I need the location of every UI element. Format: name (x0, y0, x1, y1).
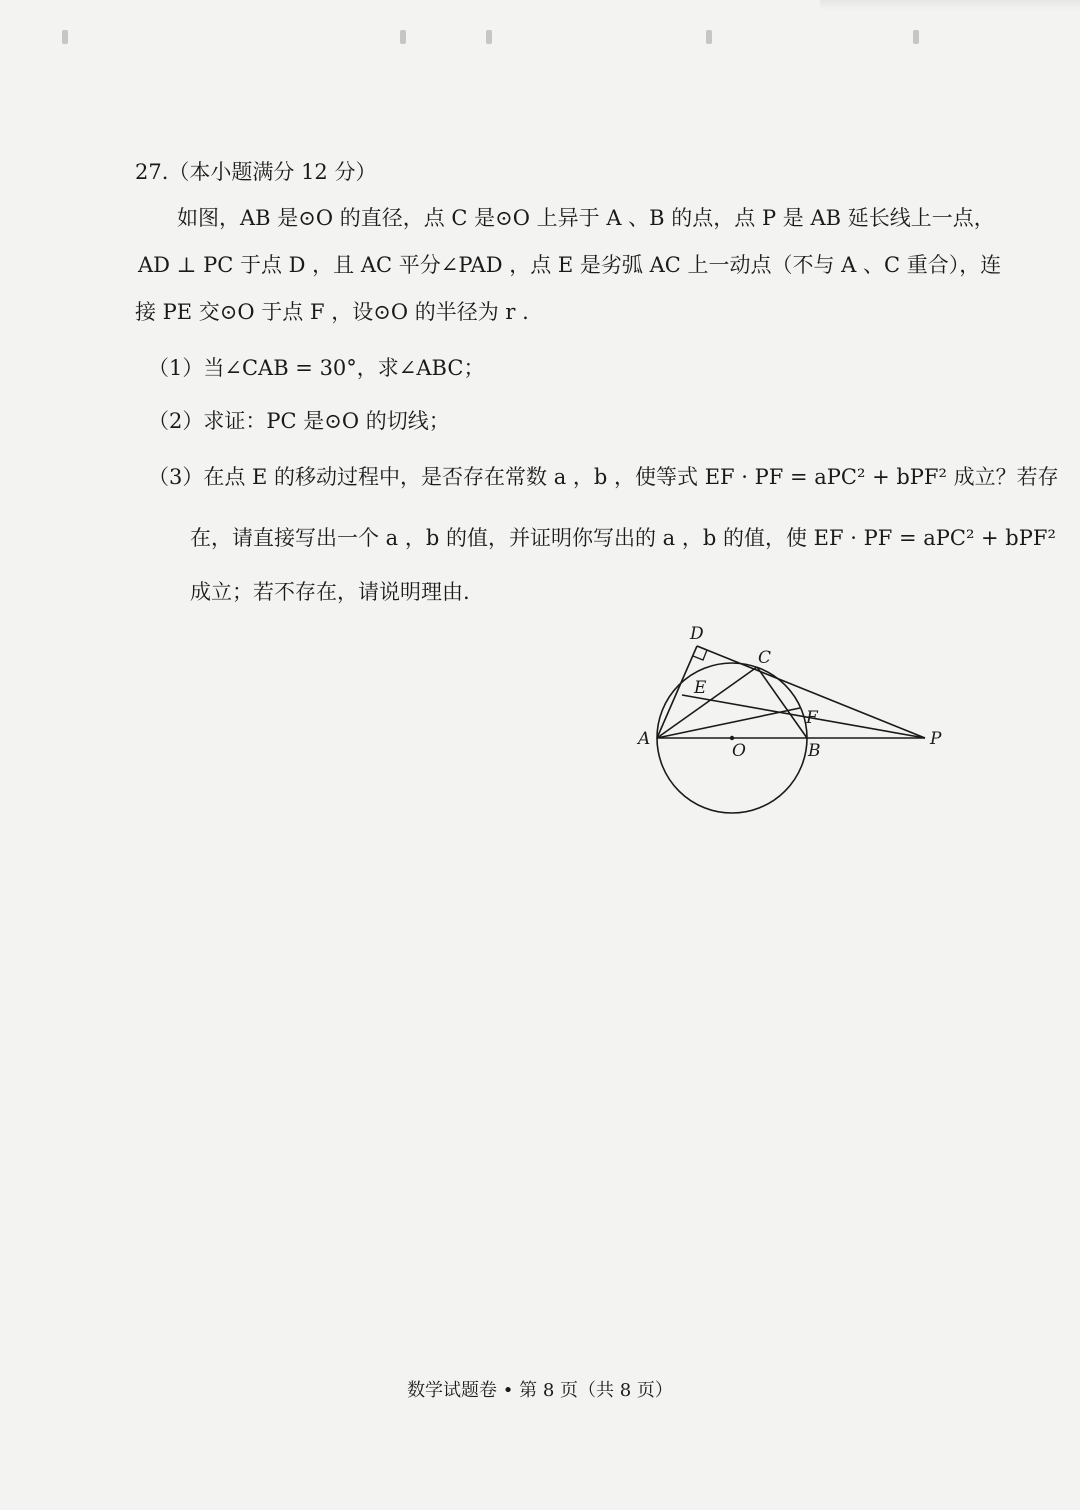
scan-mark (486, 30, 492, 44)
label-e: E (694, 678, 707, 698)
question-paragraph: 接 PE 交⊙O 于点 F ，设⊙O 的半径为 r . (135, 300, 529, 324)
scan-mark (400, 30, 406, 44)
subquestion-3-continued: 成立；若不存在，请说明理由. (190, 580, 470, 604)
question-header: 27.（本小题满分 12 分） (135, 160, 377, 184)
line-cb (757, 667, 807, 738)
subquestion-3: （3）在点 E 的移动过程中，是否存在常数 a ，b ，使等式 EF · PF = aPC² + bPF² 成立？若存 (148, 465, 1059, 489)
scan-mark (62, 30, 68, 44)
label-f: F (806, 708, 818, 728)
question-paragraph: 如图，AB 是⊙O 的直径，点 C 是⊙O 上异于 A 、B 的点，点 P 是 AB 延长线上一点， (177, 206, 995, 230)
scan-mark (706, 30, 712, 44)
label-b: B (808, 741, 821, 761)
subquestion-1: （1）当∠CAB = 30°，求∠ABC； (148, 356, 485, 380)
label-c: C (758, 648, 772, 668)
scan-mark (913, 30, 919, 44)
label-d: D (690, 624, 704, 644)
line-ep (682, 695, 925, 738)
page-footer: 数学试题卷 • 第 8 页（共 8 页） (407, 1380, 673, 1401)
right-angle-mark (693, 646, 707, 660)
geometry-svg (630, 615, 960, 825)
label-o: O (732, 741, 746, 761)
geometry-figure (630, 615, 960, 829)
label-a: A (638, 729, 651, 749)
subquestion-3-continued: 在，请直接写出一个 a ，b 的值，并证明你写出的 a ，b 的值，使 EF · PF = aPC² + bPF² (190, 526, 1056, 550)
label-p: P (930, 729, 942, 749)
question-paragraph: AD ⊥ PC 于点 D ，且 AC 平分∠PAD ，点 E 是劣弧 AC 上一动点（不与 A 、C 重合），连 (138, 253, 1002, 277)
center-point (730, 736, 734, 740)
scan-shadow (820, 0, 1080, 10)
subquestion-2: （2）求证：PC 是⊙O 的切线； (148, 409, 450, 433)
